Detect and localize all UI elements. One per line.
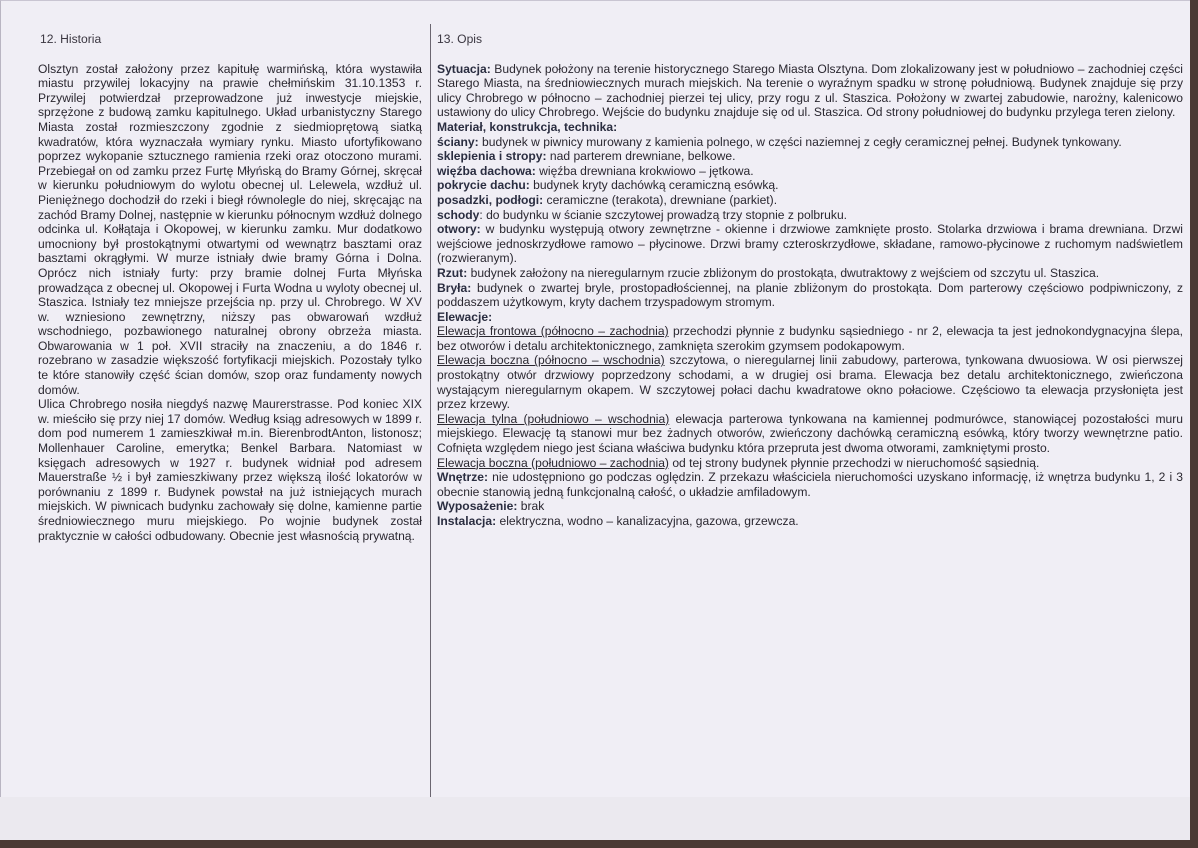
material-item-label: schody [437, 207, 480, 222]
elewacja-label: Elewacja boczna (północno – wschodnia) [437, 353, 665, 368]
elewacja-item [437, 412, 1183, 456]
elewacja-text: od tej strony budynek płynnie przechodzi w nieruchomość sąsiednią. [668, 455, 1040, 470]
material-item-text: budynek o zwartej bryle, prostopadłościennej, na planie zbliżonym do prostokąta. Dom parterowy częściowo podpiwniczony, z poddaszem użytkowym, kryty dachem trzyspadowym stromym. [437, 280, 1183, 310]
sytuacja-paragraph [437, 62, 1183, 120]
elewacja-item [437, 456, 1183, 471]
closing-item-text: elektryczna, wodno – kanalizacyjna, gazowa, grzewcza. [496, 514, 799, 528]
elewacja-label: Elewacja frontowa (północno – zachodnia) [437, 324, 669, 339]
material-item-label: sklepienia i stropy: [437, 149, 547, 164]
material-item [437, 193, 1183, 208]
material-item-text: budynek kryty dachówką ceramiczną esówką. [529, 178, 779, 193]
material-item [437, 164, 1183, 179]
material-item [437, 178, 1183, 193]
material-item-text: więźba drewniana krokwiowo – jętkowa. [535, 163, 754, 178]
closing-item-label: Wnętrze: [437, 470, 489, 485]
material-item-label: Bryła: [437, 280, 472, 295]
material-item [437, 266, 1183, 281]
elewacja-text: szczytowa, o nieregularnej linii zabudowy, parterowa, tynkowana dwuosiowa. W osi pierwszej prostokątny otwór drzwiowy poprzedzony schodami, a w drugiej osi brama. Elewacja bez detalu architektonicznego, zwieńczona wystającym nieregularnym okapem. W szczytowej połaci dachu kwadratowe okno połaciowe. Częściowo ta elewacja przysłonięta jest przez krzewy. [437, 353, 1183, 412]
material-heading: Materiał, konstrukcja, technika: [437, 119, 618, 134]
history-paragraph: Ulica Chrobrego nosiła niegdyś nazwę Maurerstrasse. Pod koniec XIX w. mieściło się przy niej 17 domów. Według ksiąg adresowych w 1899 r. dom pod numerem 1 zamieszkiwał m.in. BierenbrodtAnton, listonosz; Mollenhauer Caroline, emerytka; Benkel Barbara. Natomiast w księgach adresowych w 1927 r. budynek widniał pod adresem Mauerstraße ½ i był zamieszkiwany przez większą ilość lokatorów w porównaniu z 1899 r. Budynek powstał na już istniejących murach miejskich. W piwnicach budynku zachowały się dolne, kamienne partie średniowiecznego muru miejskiego. Po wojnie budynek został praktycznie w całości odbudowany. Obecnie jest własnością prywatną. [38, 397, 422, 543]
history-paragraph: Olsztyn został założony przez kapitułę warmińską, która wystawiła miastu przywilej lokacyjny na prawie chełmińskim 31.10.1353 r. Przywilej potwierdzał przeprowadzone już inwestycje miejskie, sprzężone z budową zamku kapitulnego. Układ urbanistyczny Starego Miasta został rozmieszczony zgodnie z siedmioprętową siatką kwadratów, która wyznaczała wymiary rynku. Miasto ufortyfikowano poprzez wykopanie sztucznego ramienia rzeki oraz otoczono murami. Przebiegał on od zamku przez Furtę Młyńską do Bramy Górnej, skręcał w kierunku południowym do wylotu obecnej ul. Lelewela, wzdłuż ul. Pieniężnego dochodził do rzeki i biegł równolegle do niej, skręcając na zachód Bramy Dolnej, następnie w kierunku północnym wzdłuż dolnego odcinka ul. Kołłątaja i Okopowej, w kierunku zamku. Mur dodatkowo umocniony był prostokątnymi otwartymi od wewnątrz basztami oraz basztami okrągłymi. W murze istniały dwie bramy Górna i Dolna. Oprócz nich istniały furty: przy bramie dolnej Furta Młyńska prowadząca z obecnej ul. Okopowej i Furta Wodna u wyloty obecnej ul. Staszica. Istniały tez mniejsze przejścia np. przy ul. Chrobrego. W XV w. wzniesiono zewnętrzny, niższy pas obwarowań wzdłuż wschodniego, pozbawionego naturalnej obrony obrzeża miasta. Obwarowania w 1 poł. XVII straciły na znaczeniu, a do 1846 r. rozebrano w zasadzie większość fortyfikacji miejskich. Pozostały tylko te które stanowiły część ścian domów, szop oraz fundamenty nowych domów. [38, 61, 422, 397]
description-section-title: 13. Opis [437, 32, 483, 46]
closing-item-label: Wyposażenie: [437, 499, 518, 514]
elewacja-item [437, 353, 1183, 411]
closing-item [437, 499, 1183, 514]
elewacja-label: Elewacja tylna (południowo – wschodnia) [437, 411, 670, 426]
material-item [437, 222, 1183, 266]
material-item-text: budynek założony na nieregularnym rzucie zbliżonym do prostokąta, dwutraktowy z wejściem od szczytu ul. Staszica. [467, 265, 1100, 280]
scan-edge-bottom [0, 840, 1198, 848]
history-section-title: 12. Historia [40, 32, 102, 46]
elewacja-text: elewacja parterowa tynkowana na kamiennej podmurówce, stanowiącej pozostałości muru miejskiego. Elewację tą stanowi mur bez żadnych otworów, zwieńczony dachówką ceramiczną esówką, który tworzy wewnętrzne patio. Cofnięta względem niego jest ściana właściwa budynku która przepruta jest dwoma otworami, zamkniętymi prosto. [437, 411, 1183, 456]
history-column [38, 32, 422, 543]
material-item [437, 281, 1183, 310]
description-column [437, 32, 1183, 529]
material-item-label: pokrycie dachu: [437, 178, 530, 193]
material-item [437, 135, 1183, 150]
closing-item-text: nie udostępniono go podczas oględzin. Z przekazu właściciela nieruchomości uzyskano informację, iż wnętrza budynku 1, 2 i 3 obecnie stanowią jedną funkcjonalną całość, o układzie amfiladowym. [437, 470, 1183, 499]
elewacje-heading: Elewacje: [437, 309, 493, 324]
material-item-text: nad parterem drewniane, belkowe. [546, 149, 736, 164]
material-item-label: ściany: [437, 134, 479, 149]
material-item [437, 149, 1183, 164]
elewacja-text: przechodzi płynnie z budynku sąsiedniego - nr 2, elewacja ta jest jednokondygnacyjna ślepa, bez otworów i detalu architektonicznego, zamknięta szerokim gzymsem podokapowym. [437, 324, 1184, 353]
closing-item [437, 514, 1183, 529]
material-item-text: ceramiczne (terakota), drewniane (parkiet). [543, 192, 778, 207]
elewacja-item [437, 324, 1183, 353]
closing-item-label: Instalacja: [437, 514, 497, 528]
column-divider [430, 24, 431, 797]
scan-edge-right [1190, 0, 1198, 848]
material-item [437, 208, 1183, 223]
sytuacja-text: Budynek położony na terenie historycznego Starego Miasta Olsztyna. Dom zlokalizowany jest w południowo – zachodniej części Starego Miasta, na średniowiecznych murach miejskich. Na terenie o wyraźnym spadku w stronę południową. Budynek znajduje się przy ulicy Chrobrego w północno – zachodniej pierzei tej ulicy, przy rogu z ul. Staszica. Położony w zwartej zabudowie, narożny, kalenicowo ustawiony do ulicy Chrobrego. Wejście do budynku znajduje się od ul. Staszica. Od strony południowej do budynku przylega teren zielony. [437, 61, 1183, 120]
material-item-text: w budynku występują otwory zewnętrzne - okienne i drzwiowe zamknięte prosto. Stolarka drzwiowa i brama drewniana. Drzwi wejściowe jednoskrzydłowe ramowo – płycinowe. Drzwi bramy czteroskrzydłowe, składane, ramowo-płycinowe z ruchomym nadświetlem (rozwieranym). [437, 222, 1183, 266]
material-item-label: więźba dachowa: [437, 163, 536, 178]
material-item-text: : do budynku w ścianie szczytowej prowadzą trzy stopnie z polbruku. [479, 207, 848, 222]
closing-item-text: brak [517, 499, 545, 514]
material-item-text: budynek w piwnicy murowany z kamienia polnego, w części naziemnej z cegły ceramicznej pełnej. Budynek tynkowany. [478, 134, 1122, 149]
sytuacja-label: Sytuacja: [437, 61, 491, 76]
material-item-label: posadzki, podłogi: [437, 192, 544, 207]
bottom-margin-strip [0, 797, 1190, 840]
closing-item [437, 470, 1183, 499]
elewacja-label: Elewacja boczna (południowo – zachodnia) [437, 455, 669, 470]
material-item-label: Rzut: [437, 265, 468, 280]
material-item-label: otwory: [437, 222, 481, 237]
